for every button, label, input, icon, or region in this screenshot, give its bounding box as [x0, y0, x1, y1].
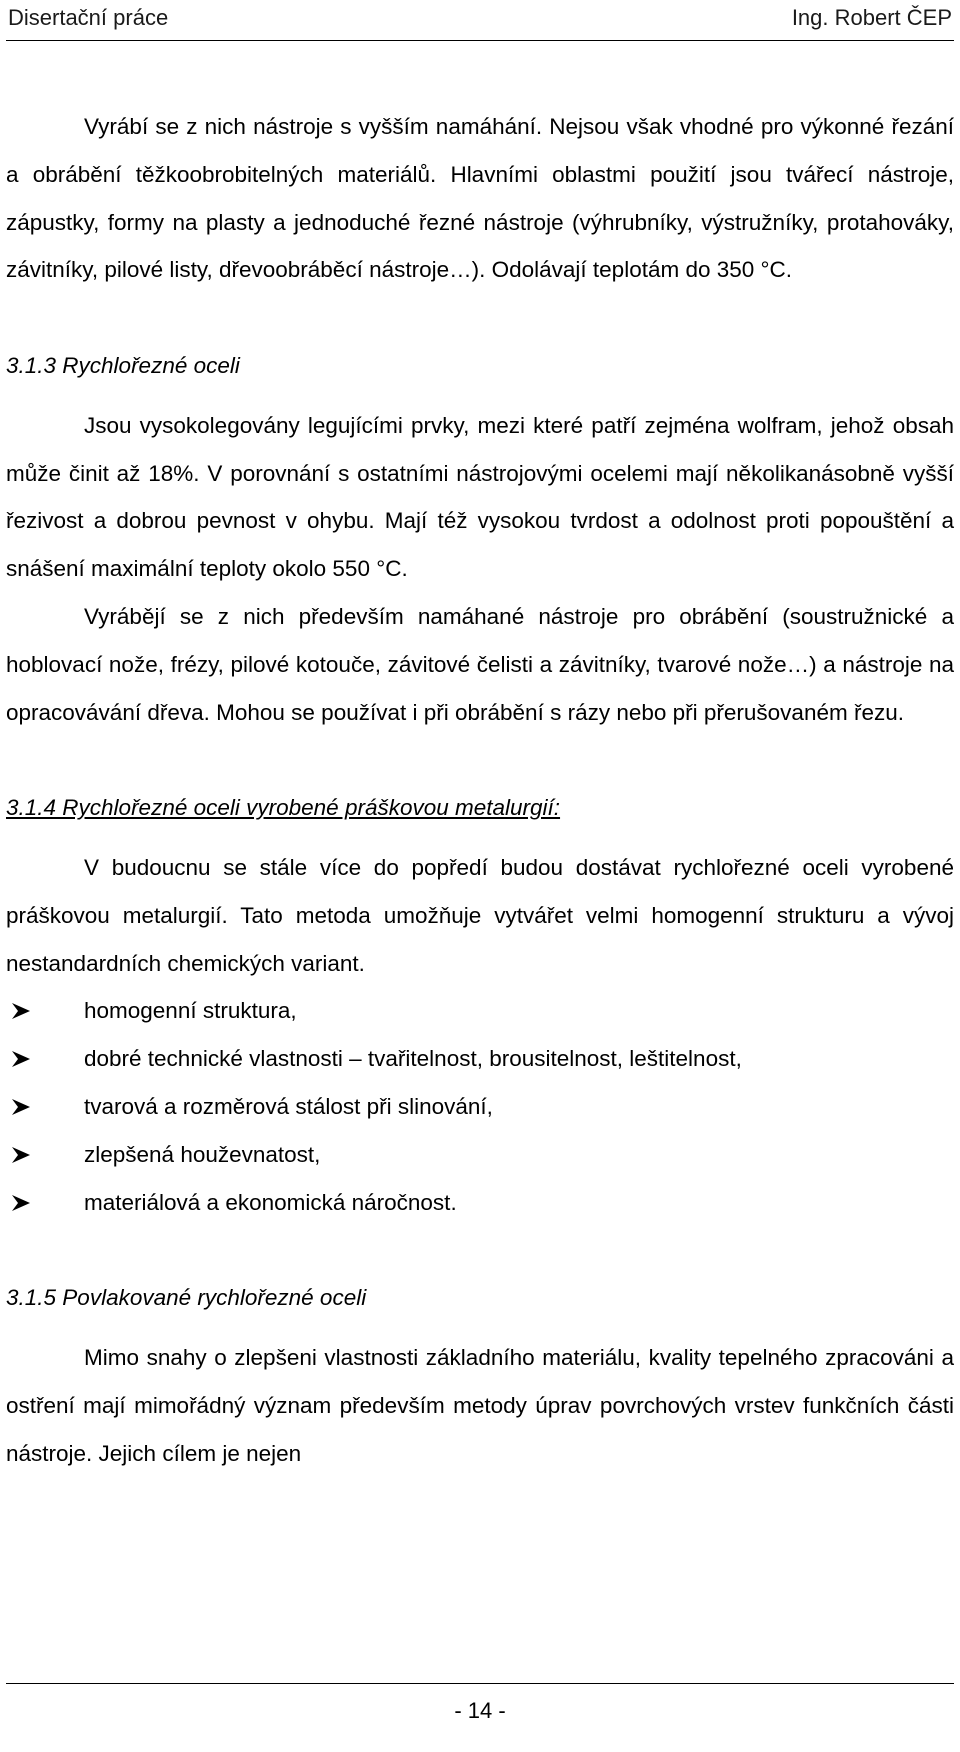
- arrow-bullet-icon: [10, 1193, 32, 1213]
- page-body: [6, 103, 954, 1477]
- properties-list: [6, 987, 954, 1226]
- page-number: - 14 -: [454, 1698, 506, 1723]
- page-header: [8, 0, 952, 36]
- list-item: [6, 1035, 954, 1083]
- list-item-text: homogenní struktura,: [84, 998, 297, 1024]
- section-3-1-3-paragraph-1: Jsou vysokolegovány legujícími prvky, mezi které patří zejména wolfram, jehož obsah může činit až 18%. V porovnání s ostatními nástrojovými ocelemi mají několikanásobně vyšší řezivost a dobrou pevnost v ohybu. Mají též vysokou tvrdost a odolnost proti popouštění a snášení maximální teploty okolo 550 °C.: [6, 412, 954, 582]
- section-3-1-4-paragraph: V budoucnu se stále více do popředí budou dostávat rychlořezné oceli vyrobené práškovou metalurgií. Tato metoda umožňuje vytvářet velmi homogenní strukturu a vývoj nestandardních chemických variant.: [6, 854, 954, 976]
- arrow-bullet-icon: [10, 1145, 32, 1165]
- list-item: [6, 1131, 954, 1179]
- spacer: [6, 1226, 954, 1274]
- list-item: [6, 1179, 954, 1227]
- header-rule: [6, 40, 954, 41]
- section-heading-3-1-5: 3.1.5 Povlakované rychlořezné oceli: [6, 1285, 367, 1311]
- list-item-text: materiálová a ekonomická náročnost.: [84, 1189, 457, 1215]
- arrow-bullet-icon: [10, 1049, 32, 1069]
- header-document-type: Disertační práce: [8, 5, 169, 30]
- spacer: [6, 736, 954, 784]
- section-heading-3-1-3: 3.1.3 Rychlořezné oceli: [6, 352, 240, 378]
- arrow-bullet-icon: [10, 1001, 32, 1021]
- section-3-1-3-paragraph-2: Vyrábějí se z nich především namáhané nástroje pro obrábění (soustružnické a hoblovací nože, frézy, pilové kotouče, závitové čelisti a závitníky, tvarové nože…) a nástroje na opracovávání dřeva. Mohou se používat i při obrábění s rázy nebo při přerušovaném řezu.: [6, 603, 954, 725]
- spacer: [6, 832, 954, 844]
- list-item: [6, 987, 954, 1035]
- spacer: [6, 1322, 954, 1334]
- section-heading-3-1-4: 3.1.4 Rychlořezné oceli vyrobené práškovou metalurgií:: [6, 795, 561, 821]
- footer-rule: [6, 1683, 954, 1684]
- arrow-bullet-icon: [10, 1097, 32, 1117]
- spacer: [6, 294, 954, 342]
- intro-paragraph: Vyrábí se z nich nástroje s vyšším namáhání. Nejsou však vhodné pro výkonné řezání a obrábění těžkoobrobitelných materiálů. Hlavními oblastmi použití jsou tvářecí nástroje, zápustky, formy na plasty a jednoduché řezné nástroje (výhrubníky, výstružníky, protahováky, závitníky, pilové listy, dřevoobráběcí nástroje…). Odolávají teplotám do 350 °C.: [6, 114, 954, 283]
- spacer: [6, 390, 954, 402]
- section-3-1-5-paragraph: Mimo snahy o zlepšeni vlastnosti základního materiálu, kvality tepelného zpracováni a ostření mají mimořádný význam především metody úprav povrchových vrstev funkčních části nástroje. Jejich cílem je nejen: [6, 1344, 954, 1466]
- list-item-text: dobré technické vlastnosti – tvařitelnost, brousitelnost, leštitelnost,: [84, 1046, 742, 1072]
- list-item-text: zlepšená houževnatost,: [84, 1141, 321, 1167]
- list-item: [6, 1083, 954, 1131]
- list-item-text: tvarová a rozměrová stálost při slinování,: [84, 1093, 493, 1119]
- header-author: Ing. Robert ČEP: [791, 5, 952, 30]
